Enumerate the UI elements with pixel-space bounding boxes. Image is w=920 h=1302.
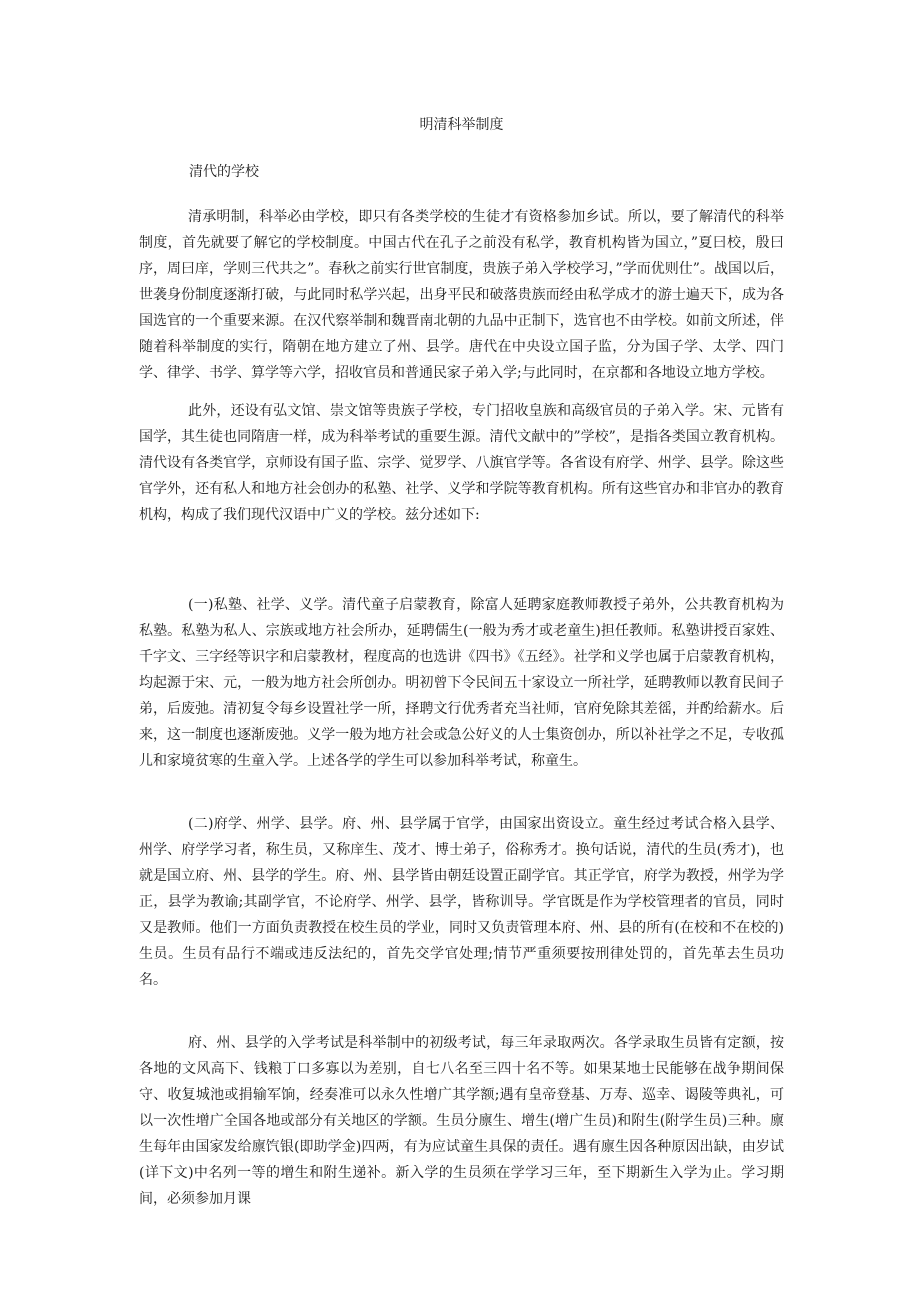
section-heading: 清代的学校 — [189, 164, 259, 180]
paragraph-2: 此外，还设有弘文馆、崇文馆等贵族子学校，专门招收皇族和高级官员的子弟入学。宋、元皆有国学，其生徒也同隋唐一样，成为科举考试的重要生源。清代文献中的”学校”，是指各类国立教育机构。清代设有各类官学，京师设有国子监、宗学、觉罗学、八旗官学等。各省设有府学、州学、县学。除这些官学外，还有私人和地方社会创办的私塾、社学、义学和学院等教育机构。所有这些官办和非官办的教育机构，构成了我们现代汉语中广义的学校。兹分述如下: — [139, 403, 784, 523]
paragraph-5: 府、州、县学的入学考试是科举制中的初级考试，每三年录取两次。各学录取生员皆有定额，按各地的文风高下、钱粮丁口多寡以为差别，自七八名至三四十名不等。如果某地士民能够在战争期间保守、收复城池或捐输军饷，经奏准可以永久性增广其学额;遇有皇帝登基、万寿、巡幸、谒陵等典礼，可以一次性增广全国各地或部分有关地区的学额。生员分廪生、增生(增广生员)和附生(附学生员)三种。廪生每年由国家发给廪饩银(即助学金)四两，有为应试童生具保的责任。遇有廪生因各种原因出缺，由岁试(详下文)中名列一等的增生和附生递补。新入学的生员须在学学习三年，至下期新生入学为止。学习期间，必须参加月课 — [139, 1035, 784, 1207]
paragraph-3: (一)私塾、社学、义学。清代童子启蒙教育，除富人延聘家庭教师教授子弟外，公共教育机构为私塾。私塾为私人、宗族或地方社会所办，延聘儒生(一般为秀才或老童生)担任教师。私塾讲授百家姓、千字文、三字经等识字和启蒙教材，程度高的也选讲《四书》《五经》。社学和义学也属于启蒙教育机构，均起源于宋、元，一般为地方社会所创办。明初曾下令民间五十家设立一所社学，延聘教师以教育民间子弟，后废弛。清初复令每乡设置社学一所，择聘文行优秀者充当社师，官府免除其差徭，并酌给薪水。后来，这一制度也逐渐废弛。义学一般为地方社会或急公好义的人士集资创办，所以补社学之不足，专收孤儿和家境贫寒的生童入学。上述各学的学生可以参加科举考试，称童生。 — [139, 597, 784, 769]
paragraph-4: (二)府学、州学、县学。府、州、县学属于官学，由国家出资设立。童生经过考试合格入县学、州学、府学学习者，称生员，又称庠生、茂才、博士弟子，俗称秀才。换句话说，清代的生员(秀才)，也就是国立府、州、县学的学生。府、州、县学皆由朝廷设置正副学官。其正学官，府学为教授，州学为学正，县学为教谕;其副学官，不论府学、州学、县学，皆称训导。学官既是作为学校管理者的官员，同时又是教师。他们一方面负责教授在校生员的学业，同时又负责管理本府、州、县的所有(在校和不在校的)生员。生员有品行不端或违反法纪的，首先交学官处理;情节严重须要按刑律处罚的，首先革去生员功名。 — [139, 816, 784, 988]
paragraph-1: 清承明制，科举必由学校，即只有各类学校的生徒才有资格参加乡试。所以，要了解清代的科举制度，首先就要了解它的学校制度。中国古代在孔子之前没有私学，教育机构皆为国立，”夏曰校，殷曰序，周曰庠，学则三代共之”。春秋之前实行世官制度，贵族子弟入学校学习，”学而优则仕”。战国以后，世袭身份制度逐渐打破，与此同时私学兴起，出身平民和破落贵族而经由私学成才的游士遍天下，成为各国选官的一个重要来源。在汉代察举制和魏晋南北朝的九品中正制下，选官也不由学校。如前文所述，伴随着科举制度的实行，隋朝在地方建立了州、县学。唐代在中央设立国子监，分为国子学、太学、四门学、律学、书学、算学等六学，招收官员和普通民家子弟入学;与此同时，在京都和各地设立地方学校。 — [139, 209, 784, 381]
document-title: 明清科举制度 — [419, 117, 504, 133]
